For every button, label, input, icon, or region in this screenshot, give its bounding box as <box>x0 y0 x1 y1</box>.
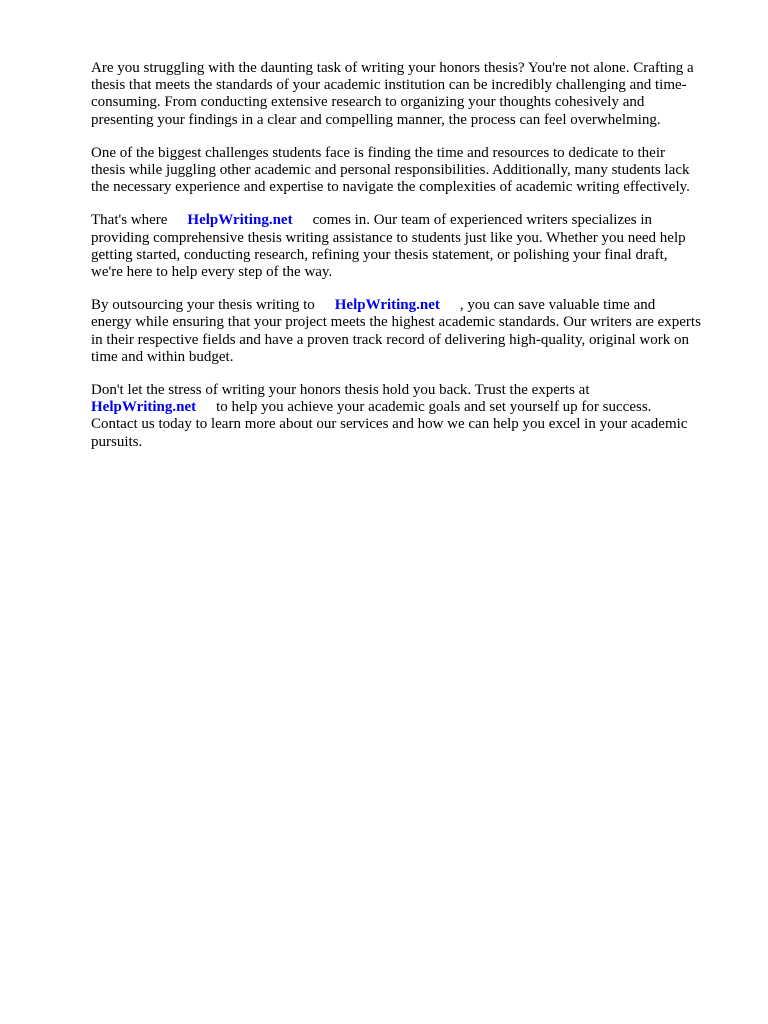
text-line: consuming. From conducting extensive research to organizing your thoughts cohesively and <box>91 94 645 111</box>
text-line: pursuits. <box>91 433 143 450</box>
text-line: One of the biggest challenges students face is finding the time and resources to dedicate to their <box>91 144 665 161</box>
text-line: we're here to help every step of the way. <box>91 264 333 281</box>
text-line <box>91 297 731 314</box>
document-page <box>91 60 731 467</box>
helpwriting-link[interactable]: HelpWriting.net <box>334 297 440 314</box>
text-line: in their respective fields and have a proven track record of delivering high-quality, original work on <box>91 331 689 348</box>
text-line: Don't let the stress of writing your honors thesis hold you back. Trust the experts at <box>91 382 590 399</box>
text-segment: to help you achieve your academic goals and set yourself up for success. <box>216 399 652 416</box>
text-line <box>91 399 731 416</box>
text-line: thesis while juggling other academic and personal responsibilities. Additionally, many students lack <box>91 162 690 179</box>
text-line: Contact us today to learn more about our services and how we can help you excel in your academic <box>91 416 688 433</box>
paragraph-closing <box>91 382 731 451</box>
text-line: providing comprehensive thesis writing assistance to students just like you. Whether you need help <box>91 229 686 246</box>
text-segment: By outsourcing your thesis writing to <box>91 297 315 314</box>
helpwriting-link[interactable]: HelpWriting.net <box>187 212 293 229</box>
paragraph-intro <box>91 60 731 129</box>
text-line: energy while ensuring that your project meets the highest academic standards. Our writers are experts <box>91 314 701 331</box>
text-line: time and within budget. <box>91 348 234 365</box>
helpwriting-link[interactable]: HelpWriting.net <box>91 399 197 416</box>
text-segment: That's where <box>91 212 168 229</box>
paragraph-outsourcing <box>91 297 731 366</box>
text-segment: comes in. Our team of experienced writers specializes in <box>312 212 653 229</box>
text-line <box>91 212 731 229</box>
text-line: thesis that meets the standards of your academic institution can be incredibly challenging and time- <box>91 77 687 94</box>
text-line: Are you struggling with the daunting task of writing your honors thesis? You're not alone. Crafting a <box>91 60 694 76</box>
text-line: getting started, conducting research, refining your thesis statement, or polishing your final draft, <box>91 246 668 263</box>
paragraph-service <box>91 212 731 281</box>
paragraph-challenges <box>91 145 731 197</box>
text-line: the necessary experience and expertise to navigate the complexities of academic writing effectively. <box>91 179 690 196</box>
text-line: presenting your findings in a clear and compelling manner, the process can feel overwhelming. <box>91 111 661 128</box>
text-segment: , you can save valuable time and <box>459 297 656 314</box>
